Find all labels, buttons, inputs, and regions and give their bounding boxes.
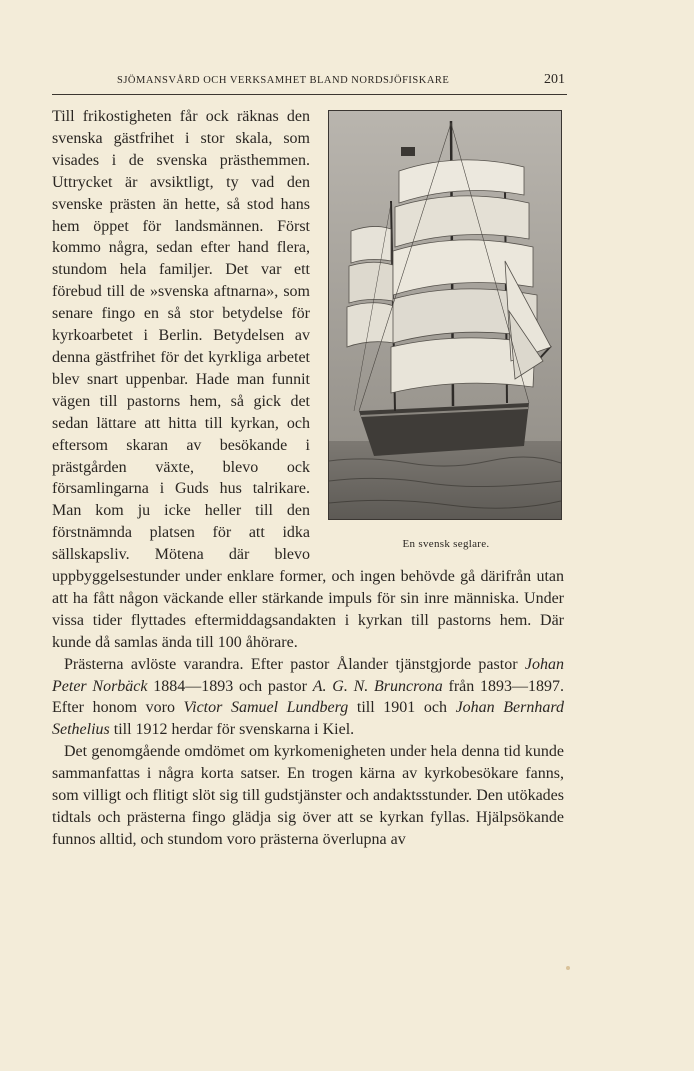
paragraph-1: Till frikostigheten får ock räknas den svenska gästfrihet i stor skala, som visades i de svenska prästhemmen. Uttrycket är avsiktligt, ty vad den svenske prästen än hette, så stod hans hem öppet för landsmännen. Först kommo några, sedan efter hand flera, stundom hela familjer. Det var ett förebud till de »svenska aftnarna», som senare fingo en så stor betydelse för kyrkoarbetet i Berlin. Betydelsen av denna gästfrihet för det kyrkliga arbetet blev snart uppenbar. Hade man funnit vägen till pastorns hem, så gick det sedan lättare att hitta till kyrkan, och eftersom skaran av besökande i prästgården växte, blevo ock församlingarna i Guds hus talrikare. Man kom ju icke heller till den förstnämnda platsen för att idka sällskapsliv. Mötena där blevo uppbyggelsestunder under enklare former, och ingen behövde gå därifrån utan att ha fått någon väckande eller stärkande impuls för sin inre människa. Under vissa tider flyttades eftermiddagsandakten i kyrkan till pastorns hem. Där kunde då samlas ända till 100 åhörare.: [52, 108, 564, 651]
paper-stain: [566, 966, 570, 970]
ship-illustration: [329, 111, 561, 519]
body-text: [52, 106, 564, 851]
person-name-bruncrona: A. G. N. Bruncrona: [312, 677, 443, 695]
person-name-norback: Johan Peter Norbäck: [52, 655, 564, 695]
figure-caption: En svensk seglare.: [402, 538, 490, 550]
page-number: 201: [544, 72, 565, 87]
paragraph-3: Det genomgående omdömet om kyrkomenigheten under hela denna tid kunde sammanfattas i några korta satser. En trogen kärna av kyrkobesökare fanns, som villigt och flitigt slöt sig till gudstjänster och andaktsstunder. Den utökades tidtals och prästerna fingo glädja sig över att se kyrkan fyllas. Hjälpsökande funnos alltid, och stundom voro prästerna överlupna av: [52, 743, 564, 848]
person-name-lundberg: Victor Samuel Lundberg: [183, 699, 349, 717]
running-title: SJÖMANSVÅRD OCH VERKSAMHET BLAND NORDSJÖFISKARE: [117, 75, 450, 86]
paragraph-2: [52, 654, 564, 742]
figure: [328, 110, 564, 560]
sailing-ship-photo: [328, 110, 562, 520]
person-name-sethelius: Johan Bernhard Sethelius: [52, 699, 564, 739]
paragraph-2-text-c: från 1893—1897. Efter honom voro: [52, 677, 565, 717]
paragraph-2-text-e: till 1912 herdar för svenskarna i Kiel.: [109, 721, 355, 739]
paragraph-2-text-a: Prästerna avlöste varandra. Efter pastor Ålander tjänstgjorde pastor: [64, 655, 525, 673]
paragraph-2-text-d: till 1901 och: [348, 699, 456, 717]
paragraph-2-text-b: 1884—1893 och pastor: [147, 677, 313, 695]
page-header: [52, 72, 567, 95]
